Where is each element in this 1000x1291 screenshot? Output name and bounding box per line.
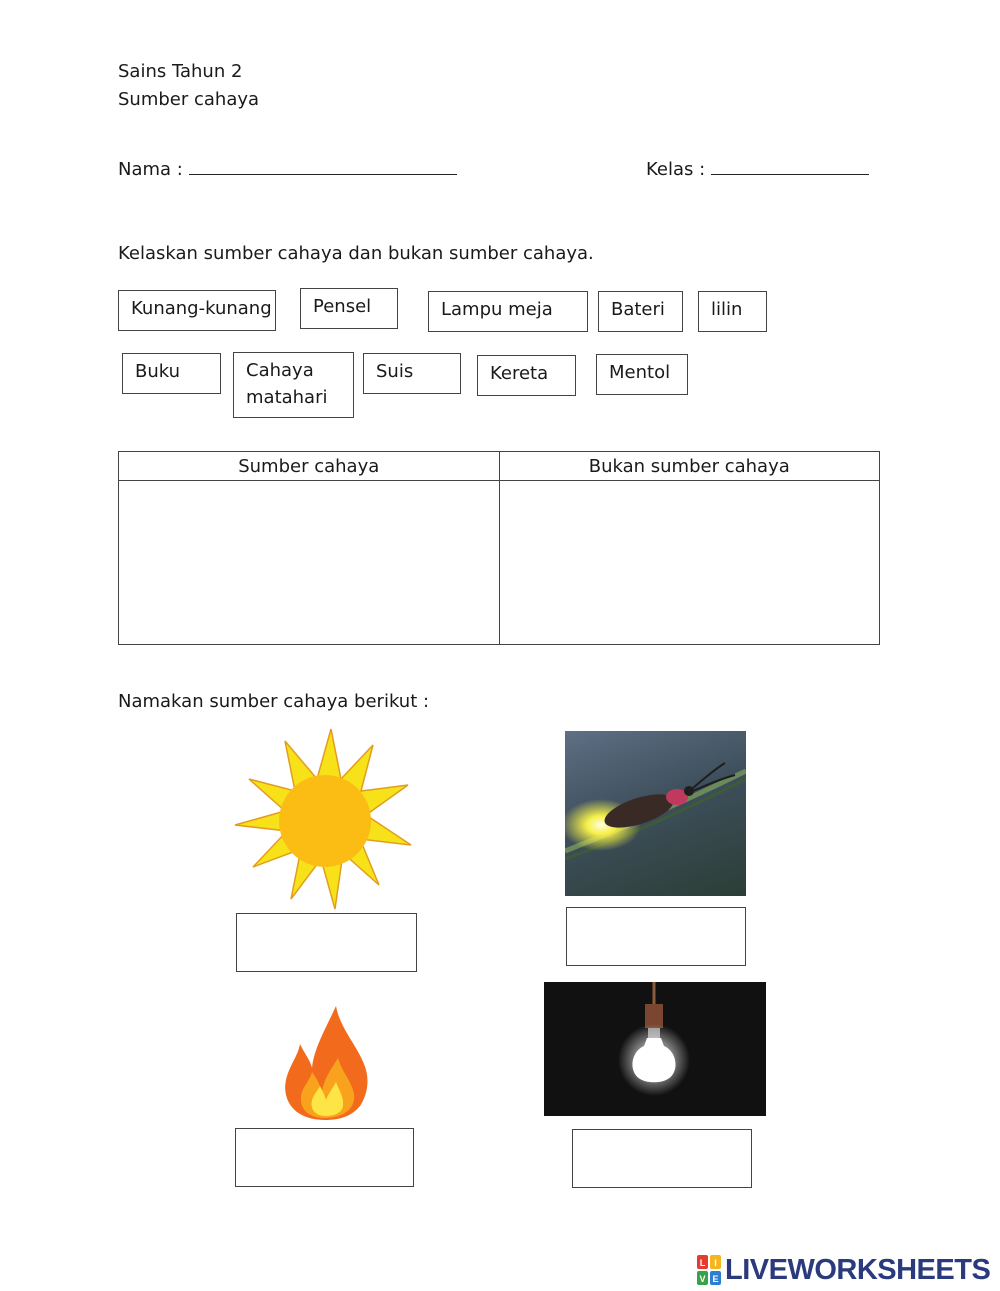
firefly-icon — [565, 731, 746, 896]
badge-letter: V — [699, 1274, 706, 1284]
name-field — [118, 155, 457, 183]
light-bulb-icon — [544, 982, 766, 1116]
naming-instruction: Namakan sumber cahaya berikut : — [118, 691, 430, 712]
liveworksheets-wordmark: LIVEWORKSHEETS — [725, 1253, 991, 1286]
word-card-suis[interactable]: Suis — [363, 353, 461, 394]
firefly-photo — [565, 731, 746, 896]
sun-disc — [279, 775, 371, 867]
name-label: Nama : — [118, 159, 183, 180]
badge-letter: I — [714, 1258, 717, 1268]
word-card-cahaya-matahari[interactable]: Cahaya matahari — [233, 352, 354, 418]
word-card-lampu-meja[interactable]: Lampu meja — [428, 291, 588, 332]
word-card-buku[interactable]: Buku — [122, 353, 221, 394]
answer-box-light-bulb[interactable] — [572, 1129, 752, 1188]
class-field — [646, 155, 869, 183]
word-card-pensel[interactable]: Pensel — [300, 288, 398, 329]
drop-zone-not-light-source[interactable] — [499, 481, 880, 645]
word-card-bateri[interactable]: Bateri — [598, 291, 683, 332]
word-card-kunang-kunang[interactable]: Kunang-kunang — [118, 290, 276, 331]
liveworksheets-badge-icon — [697, 1255, 721, 1285]
badge-letter: L — [699, 1258, 706, 1268]
answer-box-sun[interactable] — [236, 913, 417, 972]
light-bulb-photo — [544, 982, 766, 1116]
header-light-source: Sumber cahaya — [119, 452, 500, 481]
word-card-kereta[interactable]: Kereta — [477, 355, 576, 396]
subject-title: Sains Tahun 2 — [118, 61, 243, 82]
topic-title: Sumber cahaya — [118, 89, 260, 110]
drop-zone-light-source[interactable] — [119, 481, 500, 645]
answer-box-fire[interactable] — [235, 1128, 414, 1187]
classification-table — [118, 451, 880, 645]
classify-instruction: Kelaskan sumber cahaya dan bukan sumber cahaya. — [118, 243, 594, 264]
word-card-mentol[interactable]: Mentol — [596, 354, 688, 395]
sun-icon — [233, 727, 413, 912]
fire-icon — [270, 998, 380, 1123]
word-card-lilin[interactable]: lilin — [698, 291, 767, 332]
badge-letter: E — [712, 1274, 719, 1284]
class-blank[interactable] — [711, 155, 869, 175]
liveworksheets-logo — [697, 1253, 990, 1287]
header-not-light-source: Bukan sumber cahaya — [499, 452, 880, 481]
class-label: Kelas : — [646, 159, 706, 180]
answer-box-firefly[interactable] — [566, 907, 746, 966]
name-blank[interactable] — [189, 155, 457, 175]
